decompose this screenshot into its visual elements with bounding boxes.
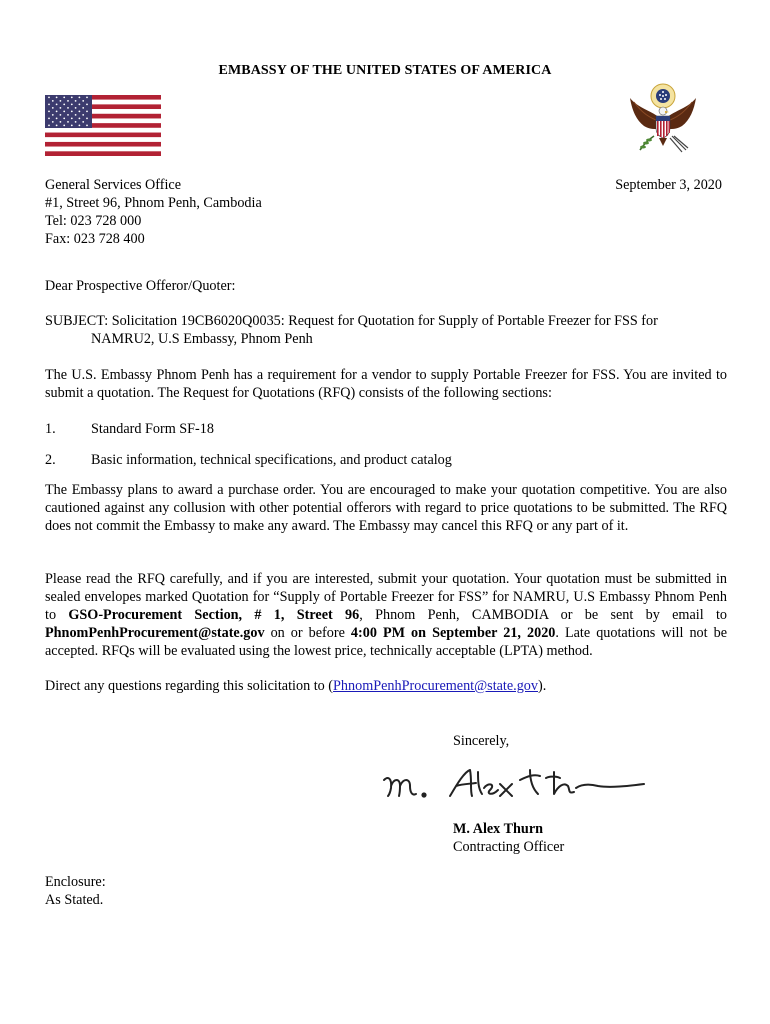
- subject-line: [45, 312, 727, 348]
- flag-star: [79, 125, 81, 127]
- enclosure-value: As Stated.: [45, 892, 104, 908]
- signer-title: Contracting Officer: [453, 839, 565, 855]
- flag-star: [67, 100, 69, 102]
- flag-star: [67, 114, 69, 116]
- subject-line-2: NAMRU2, U.S Embassy, Phnom Penh: [91, 331, 313, 347]
- sender-address: [45, 176, 262, 248]
- flag-star: [48, 118, 50, 120]
- flag-stripe: [45, 147, 161, 152]
- flag-star: [82, 107, 84, 109]
- salutation: Dear Prospective Offeror/Quoter:: [45, 278, 236, 294]
- list-item-text: Standard Form SF-18: [91, 421, 214, 437]
- flag-star: [52, 121, 54, 123]
- intro-paragraph: The U.S. Embassy Phnom Penh has a requirement for a vendor to supply Portable Freezer for FSS. You are invited to submit a quotation. The Request for Quotations (RFQ) consists of the following sections:: [45, 367, 727, 401]
- flag-star: [56, 111, 58, 113]
- flag-star: [71, 97, 73, 99]
- flag-star: [82, 114, 84, 116]
- award-paragraph: The Embassy plans to award a purchase order. You are encouraged to make your quotation competitive. You are also cautioned against any collusion with other potential offerors with regard to price quotations to be submitted. The RFQ does not commit the Embassy to make any award. The Embassy may cancel this RFQ or any part of it.: [45, 482, 727, 534]
- flag-star: [71, 111, 73, 113]
- questions-prefix: Direct any questions regarding this solicitation to (: [45, 678, 334, 694]
- flag-stripe: [45, 133, 161, 138]
- flag-stripe: [45, 137, 161, 142]
- flag-star: [63, 104, 65, 106]
- flag-stripe: [45, 128, 161, 133]
- questions-suffix: ).: [538, 678, 547, 694]
- flag-star: [56, 97, 58, 99]
- flag-star: [56, 118, 58, 120]
- flag-star: [60, 100, 62, 102]
- flag-star: [86, 118, 88, 120]
- flag-stripe: [45, 151, 161, 156]
- flag-star: [75, 107, 77, 109]
- flag-star: [56, 125, 58, 127]
- eagle-seal-icon: [622, 80, 704, 162]
- flag-star: [71, 118, 73, 120]
- flag-star: [71, 104, 73, 106]
- instructions-part-3: on or before: [264, 625, 351, 641]
- flag-star: [67, 121, 69, 123]
- deadline: 4:00 PM on September 21, 2020: [350, 625, 556, 641]
- list-item: [45, 451, 452, 469]
- flag-star: [86, 104, 88, 106]
- signer-name: M. Alex Thurn: [453, 821, 544, 837]
- flag-star: [79, 111, 81, 113]
- flag-star: [67, 107, 69, 109]
- flag-star: [56, 104, 58, 106]
- list-item-number: 2.: [45, 452, 56, 468]
- closing: Sincerely,: [453, 733, 510, 749]
- flag-star: [60, 114, 62, 116]
- sender-office: General Services Office: [45, 177, 182, 193]
- flag-star: [82, 100, 84, 102]
- flag-star: [52, 114, 54, 116]
- flag-star: [86, 125, 88, 127]
- flag-star: [52, 100, 54, 102]
- flag-star: [48, 97, 50, 99]
- list-item: [45, 420, 214, 438]
- flag-stripe: [45, 142, 161, 147]
- letterhead-title: EMBASSY OF THE UNITED STATES OF AMERICA: [218, 63, 552, 78]
- flag-star: [63, 118, 65, 120]
- enclosure: [45, 873, 106, 909]
- flag-star: [75, 100, 77, 102]
- flag-star: [60, 121, 62, 123]
- subject-line-1: SUBJECT: Solicitation 19CB6020Q0035: Request for Quotation for Supply of Portable Freezer for FSS for: [45, 313, 658, 329]
- flag-star: [63, 111, 65, 113]
- flag-star: [52, 107, 54, 109]
- flag-star: [48, 111, 50, 113]
- instructions-part-4: . Late quotations will not be accepted. RFQs will be evaluated using the lowest price, technically acceptable (LPTA) method.: [45, 625, 727, 659]
- submission-email: PhnomPenhProcurement@state.gov: [45, 625, 265, 641]
- flag-star: [63, 125, 65, 127]
- sender-fax: Fax: 023 728 400: [45, 231, 145, 247]
- flag-star: [48, 104, 50, 106]
- flag-star: [48, 125, 50, 127]
- sender-tel: Tel: 023 728 000: [45, 213, 142, 229]
- flag-star: [75, 121, 77, 123]
- us-flag-icon: [45, 95, 161, 156]
- flag-star: [79, 104, 81, 106]
- flag-star: [79, 97, 81, 99]
- email-link[interactable]: PhnomPenhProcurement@state.gov: [333, 678, 538, 694]
- instructions-paragraph: [45, 570, 727, 660]
- flag-star: [79, 118, 81, 120]
- questions-paragraph: [45, 677, 727, 695]
- instructions-part-2: , Phnom Penh, CAMBODIA or be sent by email to: [359, 607, 727, 623]
- flag-star: [63, 97, 65, 99]
- list-item-number: 1.: [45, 421, 56, 437]
- enclosure-label: Enclosure:: [45, 874, 106, 890]
- list-item-text: Basic information, technical specifications, and product catalog: [91, 452, 452, 468]
- letter-date: September 3, 2020: [615, 177, 722, 193]
- flag-star: [75, 114, 77, 116]
- delivery-address: GSO-Procurement Section, # 1, Street 96: [68, 607, 360, 623]
- sender-street: #1, Street 96, Phnom Penh, Cambodia: [45, 195, 262, 211]
- flag-star: [86, 111, 88, 113]
- flag-star: [86, 97, 88, 99]
- instructions-part-1: Please read the RFQ carefully, and if you are interested, submit your quotation. Your quotation must be submitted in sealed envelopes marked Quotation for “Supply of Portable Freezer for FSS” for NAMRU, U.S Embassy Phnom Penh to: [45, 571, 727, 623]
- flag-star: [60, 107, 62, 109]
- signature-icon: [378, 766, 650, 808]
- flag-star: [82, 121, 84, 123]
- flag-star: [71, 125, 73, 127]
